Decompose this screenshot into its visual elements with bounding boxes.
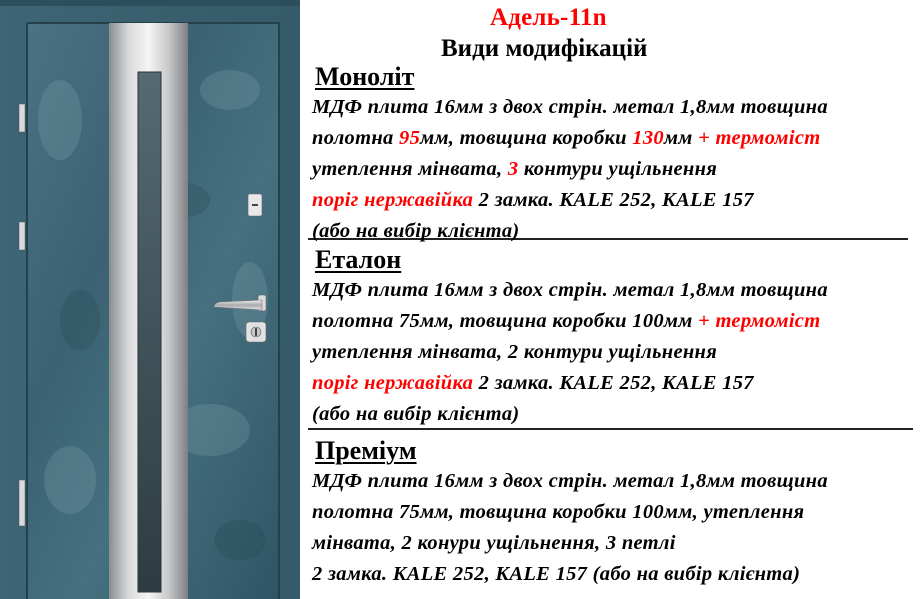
section-premium xyxy=(312,436,917,590)
highlight-text: 130 xyxy=(632,127,664,149)
section-body xyxy=(312,275,917,430)
spec-line xyxy=(312,528,917,559)
spec-text: полотна 75мм, товщина коробки 100мм, утеплення xyxy=(312,501,805,523)
spec-text: мм xyxy=(663,127,699,149)
spec-text: 2 замка. KALE 252, KALE 157 (або на вибір клієнта) xyxy=(312,563,801,585)
spec-text: 2 замка. KALE 252, KALE 157 xyxy=(473,372,754,394)
spec-text: МДФ плита 16мм з двох стрін. метал 1,8мм товщина xyxy=(312,470,828,492)
spec-text: мм, товщина коробки xyxy=(420,127,633,149)
spec-line xyxy=(312,92,917,123)
glass-insert xyxy=(138,72,161,592)
spec-line xyxy=(312,466,917,497)
section-title: Моноліт xyxy=(315,62,415,91)
section-body xyxy=(312,92,917,247)
spec-text: контури ущільнення xyxy=(518,158,718,180)
spec-line xyxy=(312,337,917,368)
spec-line xyxy=(312,306,917,337)
spec-text: МДФ плита 16мм з двох стрін. метал 1,8мм товщина xyxy=(312,96,828,118)
highlight-text: 95 xyxy=(399,127,421,149)
spec-line xyxy=(312,497,917,528)
hinge-bottom xyxy=(19,480,25,526)
spec-line xyxy=(312,368,917,399)
spec-line xyxy=(312,399,917,430)
highlight-text: + термоміст xyxy=(698,310,821,332)
spec-text: утеплення мінвата, 2 контури ущільнення xyxy=(312,341,718,363)
section-etalon xyxy=(312,245,917,430)
spec-line xyxy=(312,275,917,306)
section-monolit xyxy=(312,62,917,247)
spec-line xyxy=(312,123,917,154)
spec-text: МДФ плита 16мм з двох стрін. метал 1,8мм товщина xyxy=(312,279,828,301)
spec-line xyxy=(312,185,917,216)
highlight-text: 3 xyxy=(507,158,519,180)
highlight-text: поріг нержавійка xyxy=(312,189,474,211)
spec-text: полотна xyxy=(312,127,400,149)
spec-text: 2 замка. KALE 252, KALE 157 xyxy=(473,189,754,211)
hinge-mid xyxy=(19,222,25,250)
highlight-text: + термоміст xyxy=(698,127,821,149)
spec-line xyxy=(312,154,917,185)
spec-text: полотна 75мм, товщина коробки 100мм xyxy=(312,310,699,332)
highlight-text: поріг нержавійка xyxy=(312,372,474,394)
spec-text: (або на вибір клієнта) xyxy=(312,220,520,242)
modifications-heading: Види модифікацій xyxy=(441,35,648,62)
spec-text: мінвата, 2 конури ущільнення, 3 петлі xyxy=(312,532,676,554)
section-title: Преміум xyxy=(315,436,417,465)
spec-text: (або на вибір клієнта) xyxy=(312,403,520,425)
spec-text: утеплення мінвата, xyxy=(312,158,508,180)
hinge-top xyxy=(19,104,25,132)
door-image xyxy=(0,0,300,599)
section-body xyxy=(312,466,917,590)
section-title: Еталон xyxy=(315,245,402,274)
model-title: Адель-11n xyxy=(490,4,607,31)
spec-line xyxy=(312,216,917,247)
spec-line xyxy=(312,559,917,590)
